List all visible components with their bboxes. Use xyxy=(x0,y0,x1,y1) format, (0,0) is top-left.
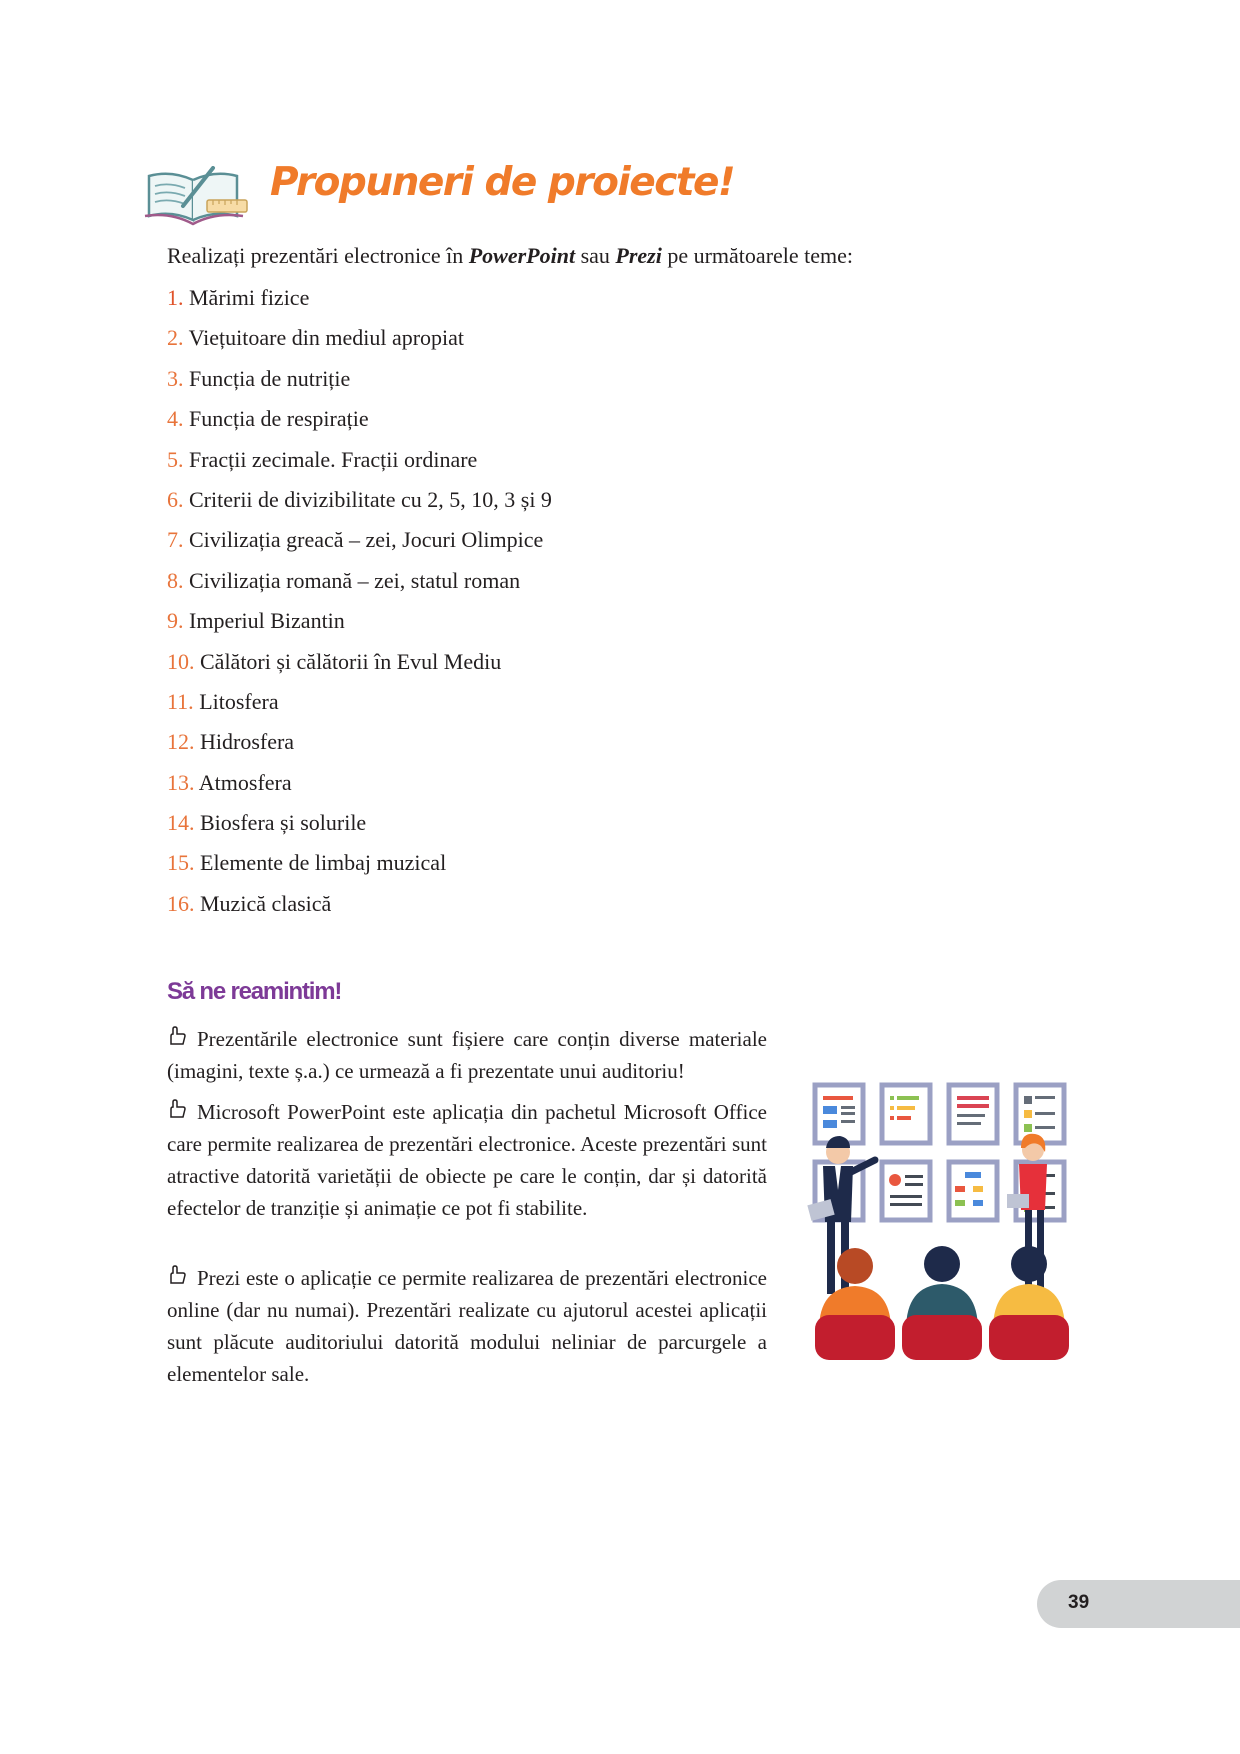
topic-number: 4. xyxy=(167,406,184,432)
intro-after: pe următoarele teme: xyxy=(661,243,854,268)
presentation-illustration xyxy=(795,1030,1085,1360)
topic-label: Civilizația greacă – zei, Jocuri Olimpice xyxy=(189,527,544,553)
topic-number: 7. xyxy=(167,527,184,553)
topic-number: 6. xyxy=(167,486,184,512)
intro-app-prezi: Prezi xyxy=(615,243,662,268)
open-book-pen-icon xyxy=(143,166,249,226)
topic-item xyxy=(167,566,552,606)
topic-item xyxy=(167,525,552,565)
topic-label: Imperiul Bizantin xyxy=(189,608,345,634)
pointing-hand-icon xyxy=(167,1096,197,1128)
recap-paragraph-text: Prezentările electronice sunt fișiere care conțin diverse materiale (imagini, texte ș.a.) ce urmează a fi prezentate unui auditoriu! xyxy=(167,1027,767,1083)
intro-before: Realizați prezentări electronice în xyxy=(167,243,469,268)
topic-number: 12. xyxy=(167,729,195,755)
topic-label: Muzică clasică xyxy=(200,890,332,916)
topic-item xyxy=(167,606,552,646)
topic-label: Mărimi fizice xyxy=(189,285,310,310)
topic-label: Biosfera și solurile xyxy=(200,810,367,836)
topic-list xyxy=(167,283,552,929)
topic-number: 5. xyxy=(167,446,184,472)
topic-number: 13. xyxy=(167,769,195,795)
topic-item xyxy=(167,485,552,525)
recap-paragraph xyxy=(167,1096,767,1224)
intro-app-powerpoint: PowerPoint xyxy=(468,243,576,268)
topic-item xyxy=(167,687,552,727)
page-title: Propuneri de proiecte! xyxy=(270,160,735,205)
topic-label: Civilizația romană – zei, statul roman xyxy=(189,567,521,593)
recap-paragraph-text: Microsoft PowerPoint este aplicația din pachetul Microsoft Office care permite realizarea de prezentări electronice. Aceste prezentări sunt atractive datorită varietății de obiecte pe care le conțin, dar și datorită efectelor de tranziție și animație ce pot fi stabilite. xyxy=(167,1100,767,1220)
topic-label: Litosfera xyxy=(199,688,279,714)
recap-title: Să ne reamintim! xyxy=(167,978,342,1005)
topic-label: Criterii de divizibilitate cu 2, 5, 10, 3 și 9 xyxy=(189,486,552,512)
topic-item xyxy=(167,848,552,888)
intro-sentence xyxy=(167,243,853,269)
topic-number: 8. xyxy=(167,567,184,593)
topic-label: Viețuitoare din mediul apropiat xyxy=(188,325,465,351)
page-number: 39 xyxy=(1068,1592,1090,1613)
topic-label: Fracții zecimale. Fracții ordinare xyxy=(189,446,478,472)
topic-label: Funcția de nutriție xyxy=(189,365,351,391)
topic-item xyxy=(167,283,552,323)
topic-label: Hidrosfera xyxy=(200,729,295,755)
topic-number: 1. xyxy=(167,285,184,310)
topic-number: 14. xyxy=(167,810,195,836)
topic-number: 10. xyxy=(167,648,195,674)
topic-item xyxy=(167,323,552,363)
pointing-hand-icon xyxy=(167,1262,197,1294)
topic-item xyxy=(167,889,552,929)
recap-paragraph xyxy=(167,1262,767,1390)
topic-item xyxy=(167,808,552,848)
topic-item xyxy=(167,364,552,404)
topic-label: Atmosfera xyxy=(198,769,292,795)
topic-number: 15. xyxy=(167,850,195,876)
topic-number: 2. xyxy=(167,325,184,351)
topic-item xyxy=(167,404,552,444)
recap-paragraph-text: Prezi este o aplicație ce permite realizarea de prezentări electronice online (dar nu numai). Prezentări realizate cu ajutorul acestei aplicații sunt plăcute auditoriului datorită modului neliniar de parcurgele a elementelor sale. xyxy=(167,1266,767,1386)
topic-number: 3. xyxy=(167,365,184,391)
topic-item xyxy=(167,647,552,687)
pointing-hand-icon xyxy=(167,1023,197,1055)
topic-item xyxy=(167,445,552,485)
topic-number: 11. xyxy=(167,688,194,714)
topic-number: 9. xyxy=(167,608,184,634)
topic-label: Călători și călătorii în Evul Mediu xyxy=(200,648,502,674)
topic-label: Funcția de respirație xyxy=(189,406,369,432)
topic-number: 16. xyxy=(167,890,195,916)
recap-paragraph xyxy=(167,1023,767,1087)
topic-item xyxy=(167,768,552,808)
intro-middle: sau xyxy=(575,243,616,268)
topic-label: Elemente de limbaj muzical xyxy=(200,850,447,876)
topic-item xyxy=(167,727,552,767)
